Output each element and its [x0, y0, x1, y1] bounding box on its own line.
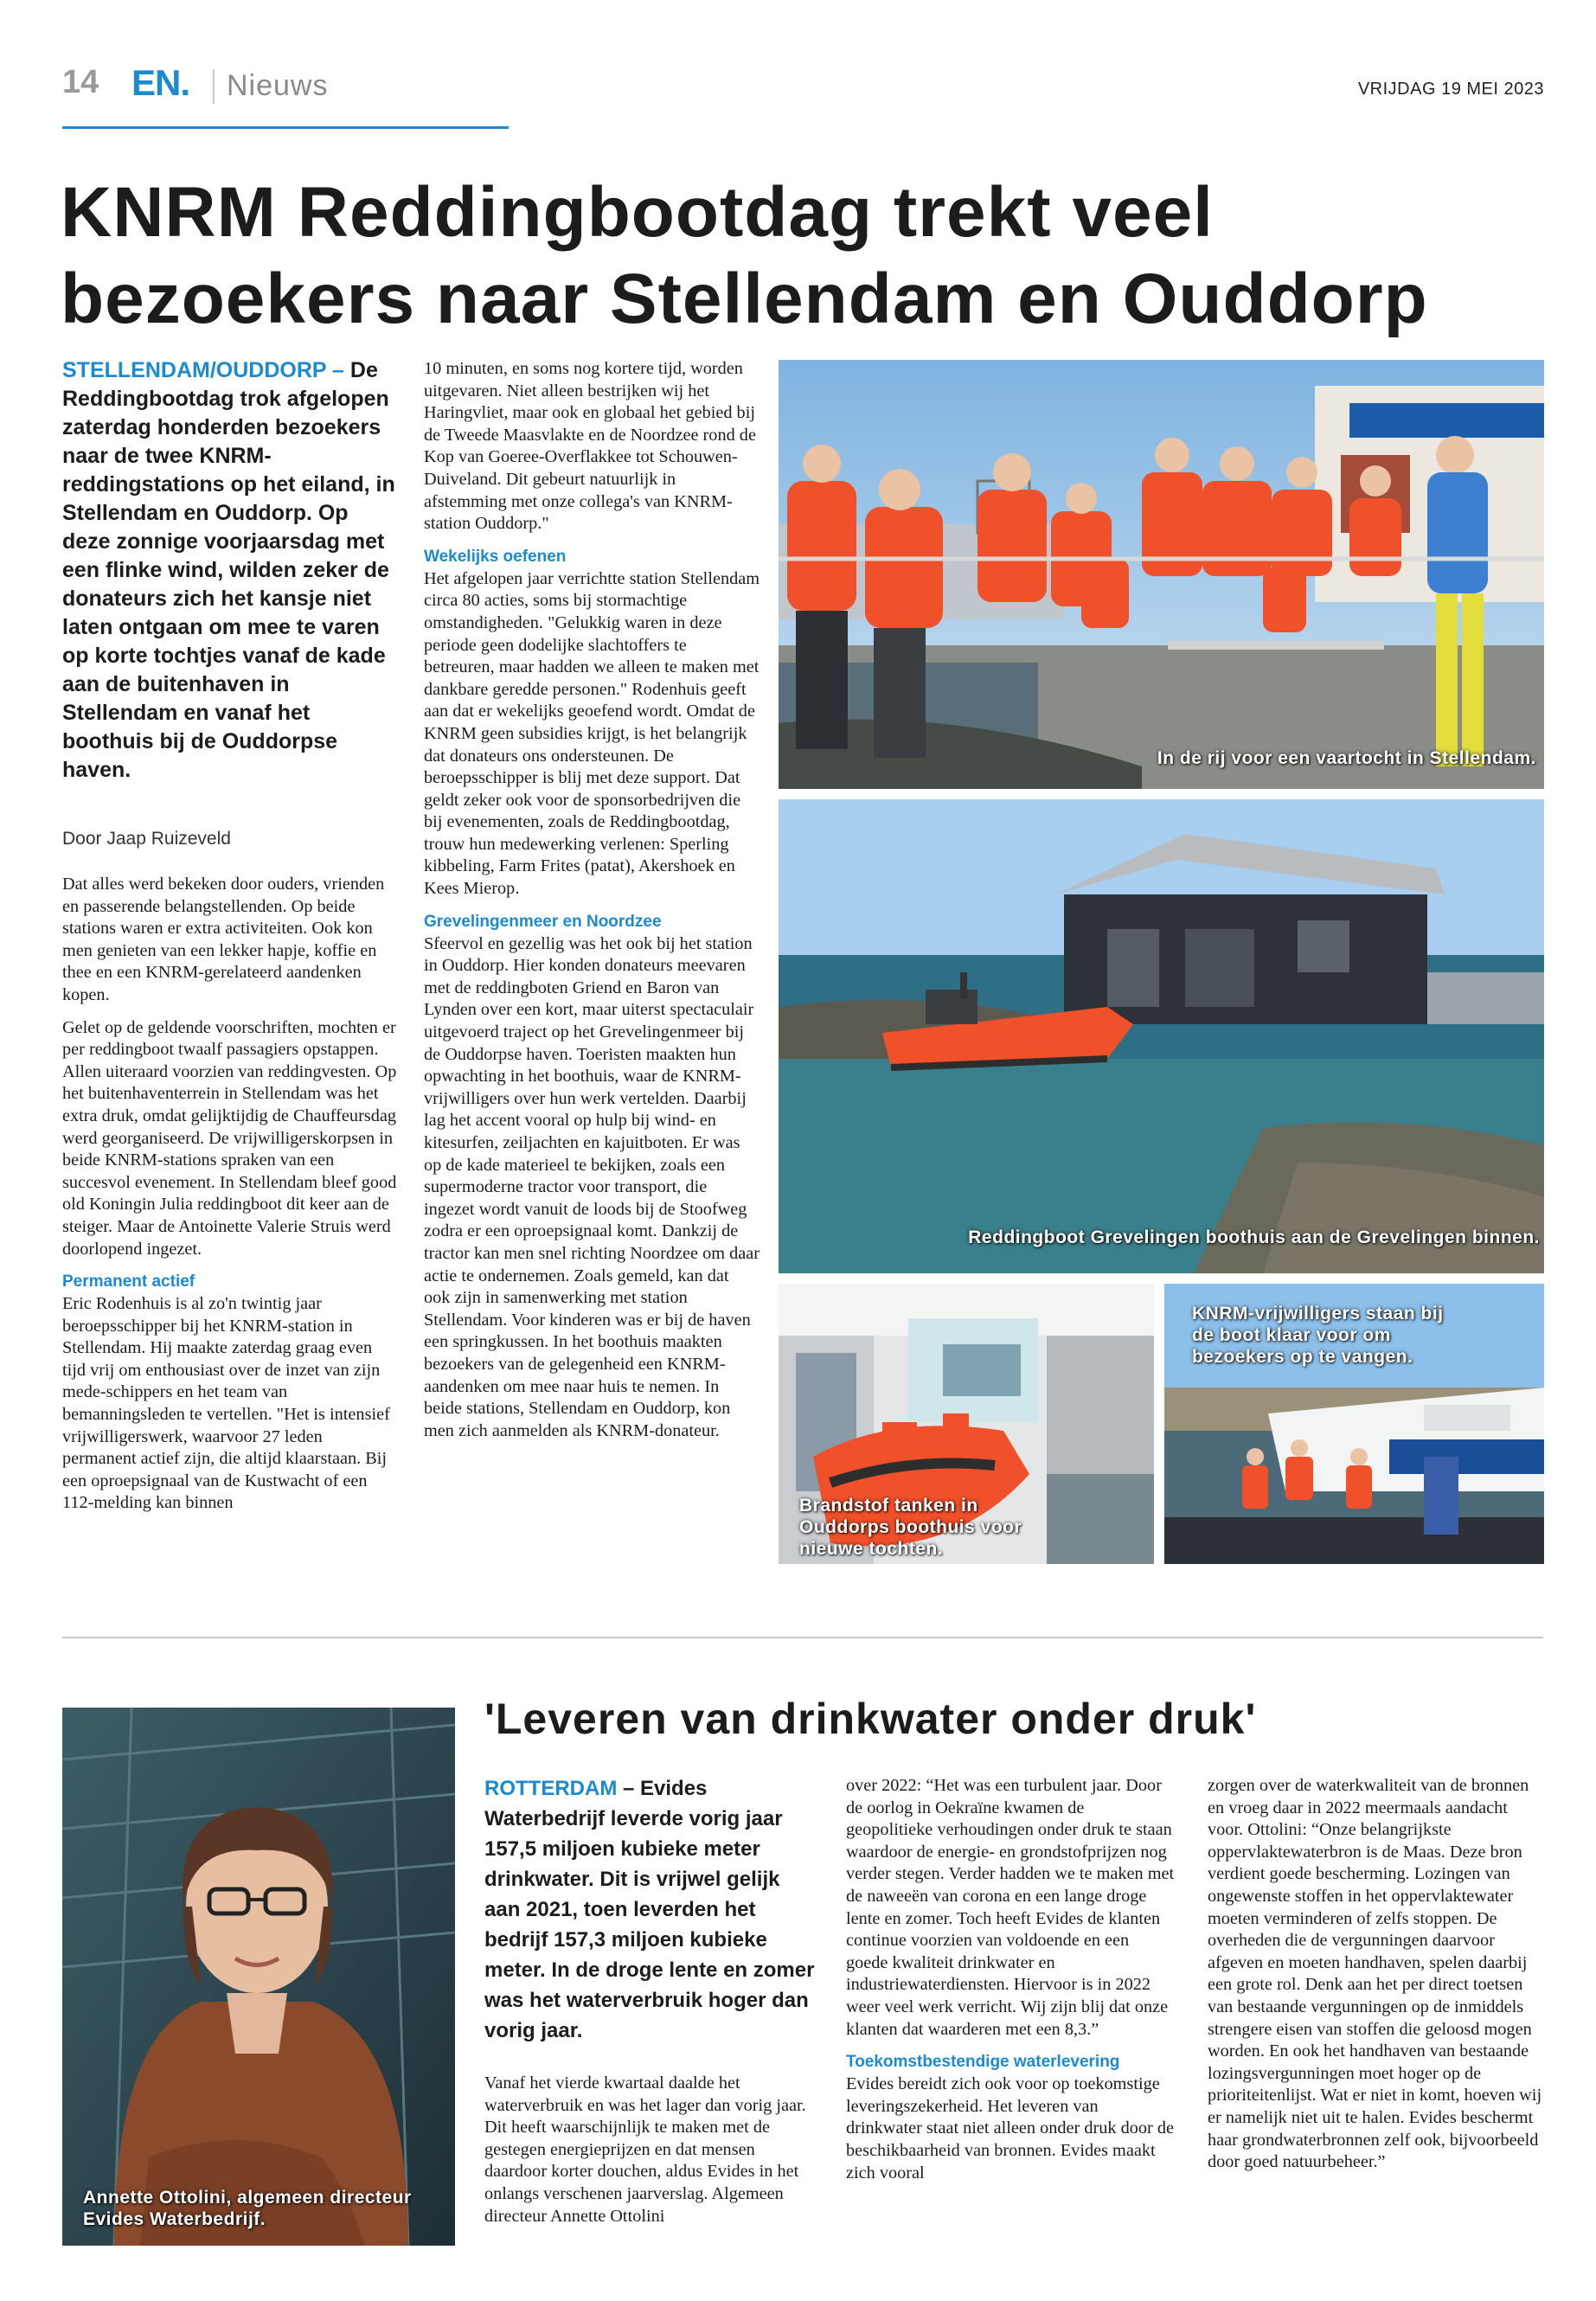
article1-lead-text: De Reddingbootdag trok afgelopen zaterdag honderden bezoekers naar de twee KNRM-reddingstations op het eiland, in Stellendam en Ouddorp. Op deze zonnige voorjaarsdag met een flinke wind, wilden zeker de donateurs zich het kansje niet laten ontgaan om mee te varen op korte tochtjes vanaf de kade aan de buitenhaven in Stellendam en vanaf het boothuis bij de Ouddorpse haven.	[62, 358, 395, 782]
header-rule	[62, 126, 509, 129]
article1-column1	[62, 874, 398, 1525]
article2-lead-text: – Evides Waterbedrijf leverde vorig jaar 157,5 miljoen kubieke meter drinkwater. Dit is vrijwel gelijk aan 2021, toen leverden het bedrijf 157,3 miljoen kubieke meter. In de droge lente en zomer was het waterverbruik hoger dan vorig jaar.	[484, 1777, 815, 2042]
caption-photo4: KNRM-vrijwilligers staan bij de boot klaar voor om bezoekers op te vangen.	[1192, 1304, 1444, 1367]
article1-paragraph: Dat alles werd bekeken door ouders, vrienden en passerende belangstellenden. Op beide stations waren er extra activiteiten. Ook kon men genieten van een lekker hapje, koffie en thee en een KNRM-gerelateerd aandenken kopen.	[62, 875, 385, 1004]
article1-subhead: Permanent actief	[62, 1272, 195, 1292]
article1-subhead: Wekelijks oefenen	[424, 547, 567, 566]
article1-byline: Door Jaap Ruizeveld	[62, 829, 231, 849]
article-divider	[62, 1637, 1543, 1638]
article2-lead	[484, 1773, 820, 2046]
article2-dateline: ROTTERDAM	[484, 1777, 618, 1800]
article1-lead	[62, 356, 398, 785]
photo-boathouse-grevelingen	[779, 799, 1544, 1273]
article2-headline: 'Leveren van drinkwater onder druk'	[484, 1695, 1257, 1743]
article1-paragraph: Sfeervol en gezellig was het ook bij het station in Ouddorp. Hier konden donateurs meevaren met de reddingboten Griend en Baron van Lynden over een kort, maar uiterst spectaculair uitgevoerd traject op het Grevelingenmeer bij de Ouddorpse haven. Toeristen maakten hun opwachting in het boothuis, waar de KNRM-vrijwilligers over hun werk vertelden. Daarbij lag het accent vooral op hulp bij wind- en kitesurfen, zeiljachten en kajuitboten. Er was op de kade materieel te bekijken, zoals een supermoderne tractor voor transport, die ingezet wordt vanuit de loods bij de Stoofweg zodra er een oproepsignaal komt. Dankzij de tractor kan men snel richting Noordzee om daar actie te ondernemen. Zoals gemeld, kan dat ook zijn in samenwerking met station Stellendam. Voor kinderen was er bij de haven een springkussen. In het boothuis maakten bezoekers van de gelegenheid een KNRM-aandenken om mee naar huis te nemen. In beide stations, Stellendam en Ouddorp, kon men zich aanmelden als KNRM-donateur.	[424, 933, 760, 1440]
article2-paragraph: over 2022: “Het was een turbulent jaar. Door de oorlog in Oekraïne kwamen de geopolitieke verhoudingen onder druk te staan waardoor de energie- en grondstofprijzen nog verder stegen. Verder hadden we te maken met de naweeën van corona en een lange droge lente en zomer. Toch heeft Evides de klanten continue voorzien van voldoende en een goede kwaliteit drinkwater en industriewaterdiensten. Hiervoor is in 2022 weer veel werk verricht. Wij zijn blij dat onze klanten dat waarderen met een 8,3.”	[846, 1776, 1175, 2039]
article2-paragraph: Evides bereidt zich ook voor op toekomstige leveringszekerheid. Het leveren van drinkwater staat niet alleen onder druk door de beschikbaarheid van bronnen. Evides maakt zich vooral	[846, 2074, 1175, 2182]
issue-date: VRIJDAG 19 MEI 2023	[1357, 80, 1544, 99]
article2-paragraph: Vanaf het vierde kwartaal daalde het waterverbruik en was het lager dan vorig jaar. Dit heeft waarschijnlijk te maken met de gestegen energieprijzen en dat mensen daardoor korter douchen, aldus Evides in het onlangs verschenen jaarverslag. Algemeen directeur Annette Ottolini	[484, 2073, 806, 2226]
caption-ottolini: Annette Ottolini, algemeen directeur Evides Waterbedrijf.	[83, 2188, 412, 2229]
photo-queue-stellendam	[779, 360, 1544, 789]
article2-paragraph: zorgen over de waterkwaliteit van de bronnen en vroeg daar in 2022 meermaals aandacht voor. Ottolini: “Onze belangrijkste oppervlaktewaterbron is de Maas. Deze bron verdient goede bescherming. Lozingen van ongewenste stoffen in het oppervlaktewater moeten verminderen of zelfs stoppen. De overheden die de vergunningen daarvoor afgeven en moeten handhaven, spelen daarbij een grote rol. Denk aan het per direct toetsen van bestaande vergunningen op de inmiddels strengere eisen van stoffen die geloosd mogen worden. En ook het handhaven van bestaande lozingsvergunningen moet hoger op de prioriteitenlijst. Wat er niet in komt, hoeven wij er namelijk niet uit te halen. Evides beschermt haar grondwaterbronnen zelf ook, bijvoorbeeld door goed natuurbeheer.”	[1208, 1776, 1542, 2172]
article2-subhead: Toekomstbestendige waterlevering	[846, 2053, 1120, 2072]
article2-column3	[1208, 1775, 1545, 2184]
caption-photo3: Brandstof tanken in Ouddorps boothuis voor nieuwe tochten.	[799, 1496, 1022, 1559]
page-number: 14	[62, 64, 99, 100]
article1-column2	[424, 358, 760, 1452]
article1-paragraph: Eric Rodenhuis is al zo'n twintig jaar beroepsschipper bij het KNRM-station in Stellendam. Hij maakte zaterdag graag even tijd vrij om enthousiast over de inzet van zijn mede-schippers en het team van bemanningsleden te vertellen. "Het is intensief vrijwilligerswerk, waarvoor 27 leden permanent actief zijn, die altijd klaarstaan. Bij een oproepsignaal van de Kustwacht of een 112-melding kan binnen	[62, 1294, 390, 1513]
caption-photo2: Reddingboot Grevelingen boothuis aan de Grevelingen binnen.	[968, 1227, 1540, 1247]
article2-column2	[846, 1775, 1175, 2195]
article1-subhead: Grevelingenmeer en Noordzee	[424, 912, 662, 931]
article2-column1	[484, 2073, 820, 2238]
article1-paragraph: 10 minuten, en soms nog kortere tijd, worden uitgevaren. Niet alleen bestrijken wij het Haringvliet, maar ook en globaal het gebied bij de Tweede Maasvlakte en de Noordzee rond de Kop van Goeree-Overflakkee tot Schouwen-Duiveland. Dit gebeurt natuurlijk in afstemming met onze collega's van KNRM-station Ouddorp."	[424, 359, 756, 534]
photo-annette-ottolini	[62, 1708, 455, 2246]
header-divider	[213, 69, 215, 104]
caption-photo1: In de rij voor een vaartocht in Stellendam.	[1157, 748, 1536, 768]
article1-paragraph: Het afgelopen jaar verrichtte station Stellendam circa 80 acties, soms bij stormachtige omstandigheden. "Gelukkig waren in deze periode geen dodelijke slachtoffers te betreuren, maar hadden we alleen te maken met dankbare geredde personen." Rodenhuis geeft aan dat er wekelijks geoefend wordt. Omdat de KNRM geen subsidies krijgt, is het belangrijk dat donateurs ons ondersteunen. De beroepsschipper is blij met deze support. Dat geldt zeker ook voor de sponsorbedrijven die bij evenementen, zoals de Reddingbootdag, trouw hun medewerking verlenen: Sperling kibbeling, Farm Frites (patat), Akershoek en Kees Mierop.	[424, 568, 760, 899]
article1-paragraph: Gelet op de geldende voorschriften, mochten er per reddingboot twaalf passagiers opstappen. Allen uiteraard voorzien van reddingvesten. Op het buitenhaventerrein in Stellendam was het extra druk, omdat gelijktijdig de Chauffeursdag werd georganiseerd. De vrijwilligerskorpsen in beide KNRM-stations spraken van een succesvol evenement. In Stellendam bleef good old Koningin Julia reddingboot dit keer aan de steiger. Maar de Antoinette Valerie Struis werd doorlopend ingezet.	[62, 1017, 397, 1259]
article1-dateline: STELLENDAM/OUDDORP –	[62, 358, 344, 382]
article1-headline: KNRM Reddingbootdag trekt veel bezoekers naar Stellendam en Ouddorp	[61, 173, 1428, 338]
section-name: Nieuws	[227, 69, 329, 102]
newspaper-logo: EN.	[131, 62, 190, 103]
